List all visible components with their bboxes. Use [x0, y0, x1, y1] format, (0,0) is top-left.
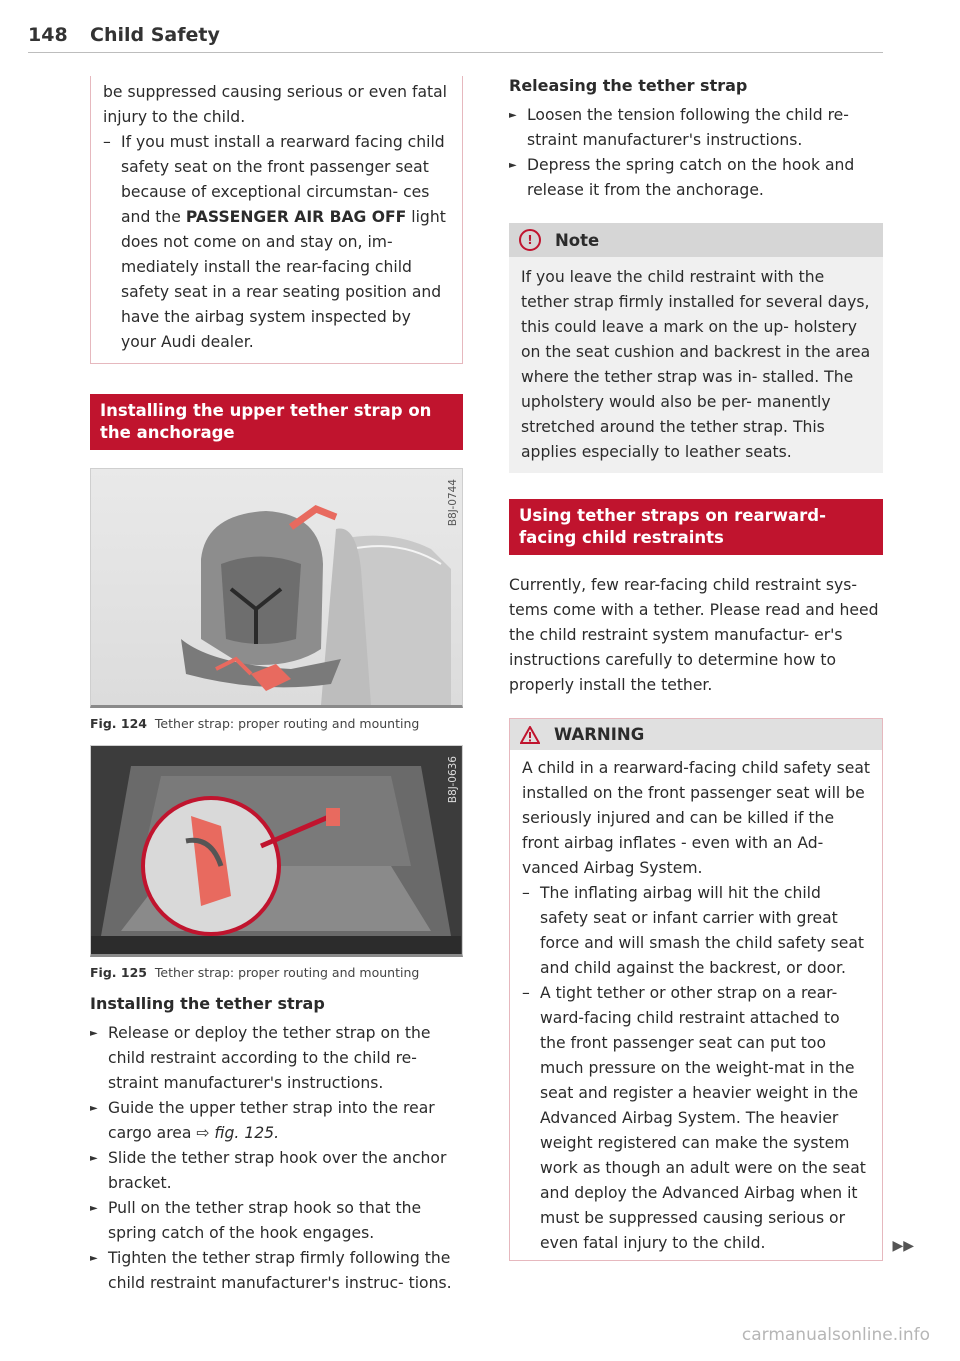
warning-list-item: – The inflating airbag will hit the child safety seat or infant carrier with great force and will smash the child safety seat and child against the backrest, or door.: [522, 881, 870, 981]
step-item: ► Tighten the tether strap firmly following the child restraint manufacturer's instruc- tions.: [90, 1246, 463, 1296]
step-item: ► Loosen the tension following the child re- straint manufacturer's instructions.: [509, 103, 883, 153]
step-item: ► Depress the spring catch on the hook and release it from the anchorage.: [509, 153, 883, 203]
step-item: ► Pull on the tether strap hook so that the spring catch of the hook engages.: [90, 1196, 463, 1246]
airbag-off-label: PASSENGER AIR BAG OFF: [185, 208, 407, 226]
warning-triangle-icon: [520, 726, 540, 744]
step-item: ► Slide the tether strap hook over the anchor bracket.: [90, 1146, 463, 1196]
continue-arrow-icon: ▶▶: [892, 1238, 914, 1254]
intro-paragraph: Currently, few rear-facing child restraint sys- tems come with a tether. Please read and heed the child restraint system manufactur- er's instructions carefully to determine how to properly install the tether.: [509, 576, 879, 694]
warning-header: [510, 719, 882, 750]
figure-code: B8J-0744: [447, 479, 459, 527]
info-exclamation-icon: !: [519, 229, 541, 251]
warning-title: WARNING: [554, 725, 645, 744]
section-heading-upper-tether: Installing the upper tether strap on the anchorage: [90, 394, 463, 450]
warning-box-continued: [90, 76, 463, 364]
figure-124-caption: Fig. 124 Tether strap: proper routing and mounting: [90, 716, 420, 731]
sub-heading-installing: Installing the tether strap: [90, 994, 325, 1013]
warning-list-item: – A tight tether or other strap on a rear- ward-facing child restraint attached to the front passenger seat can put too much pressure on the weight-mat in the seat and register a heavier weight in the Advanced Airbag System. The heavier weight registered can make the system work as though an adult were on the seat and deploy the Advanced Airbag when it must be suppressed causing serious or even fatal injury to the child.: [522, 981, 870, 1256]
cargo-area-illustration: [91, 746, 461, 954]
figure-code: B8J-0636: [447, 756, 459, 804]
warning-box: [509, 718, 914, 1261]
step-item: ► Guide the upper tether strap into the rear cargo area ⇨ fig. 125.: [90, 1096, 463, 1146]
warning-intro: A child in a rearward-facing child safety seat installed on the front passenger seat will be seriously injured and can be killed if the front airbag inflates - even with an Ad- vanced Airbag System.: [522, 759, 871, 877]
page-header: [28, 22, 883, 53]
note-header: [509, 223, 883, 257]
figure-125: [90, 745, 463, 957]
warning-list-item: – If you must install a rearward facing child safety seat on the front passenger seat because of exceptional circumstan- ces and the PASSENGER AIR BAG OFF light does not come on and stay on, im- mediately install the rear-facing child safety seat in a rear seating position and have the airbag system inspected by your Audi dealer.: [103, 130, 450, 355]
warning-continued-text: be suppressed causing serious or even fatal injury to the child.: [103, 83, 447, 126]
watermark: carmanualsonline.info: [741, 1325, 930, 1345]
figure-125-caption: Fig. 125 Tether strap: proper routing and mounting: [90, 965, 420, 980]
page-number: 148: [28, 24, 68, 46]
figure-124: [90, 468, 463, 708]
sub-heading-releasing: Releasing the tether strap: [509, 76, 748, 95]
section-title: Child Safety: [90, 24, 220, 46]
left-column: [90, 76, 463, 1296]
right-column: [509, 76, 914, 1261]
section-heading-rearward: Using tether straps on rearward-facing child restraints: [509, 499, 883, 555]
figure-reference-link[interactable]: ⇨ fig. 125.: [196, 1124, 280, 1142]
note-box: [509, 223, 883, 473]
note-title: Note: [555, 230, 600, 250]
child-seat-illustration: [91, 469, 461, 705]
step-item: ► Release or deploy the tether strap on the child restraint according to the child re- straint manufacturer's instructions.: [90, 1021, 463, 1096]
note-text: If you leave the child restraint with the tether strap firmly installed for several days, this could leave a mark on the up- holstery on the seat cushion and backrest in the area where the tether strap was in- stalled. The upholstery would also be per- manently stretched around the tether strap. This applies especially to leather seats.: [521, 268, 871, 461]
